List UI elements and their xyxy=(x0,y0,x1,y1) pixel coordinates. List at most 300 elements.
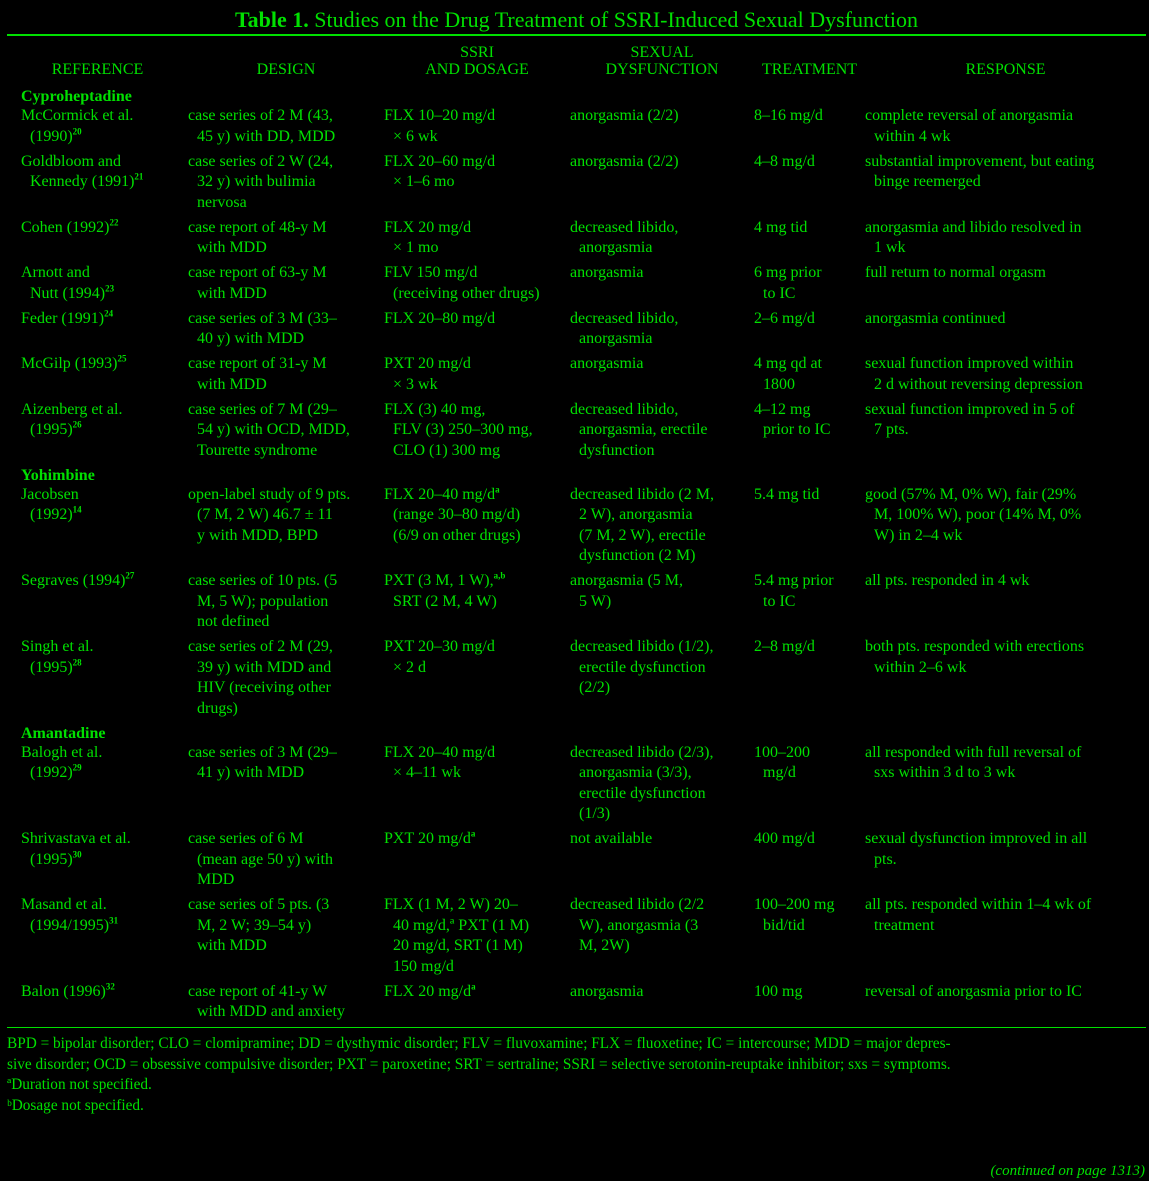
cell-ssri-dosage xyxy=(384,895,570,982)
ssri-text: 150 mg/d xyxy=(393,957,454,975)
response-line: 7 pts. xyxy=(874,421,909,438)
ssri-text: 40 mg/d,ª PXT (1 M) xyxy=(393,916,530,934)
reference-text: Balon (1996) xyxy=(21,982,106,1000)
treatment-line: 4–12 mg xyxy=(754,400,811,418)
cell-treatment xyxy=(754,263,865,309)
reference-text: Jacobsen xyxy=(21,485,79,503)
cell-sexual-dysfunction xyxy=(570,400,754,466)
design-line: with MDD xyxy=(197,375,267,393)
reference-text: Cohen (1992) xyxy=(21,218,110,236)
design-line: case series of 2 M (43, xyxy=(188,107,333,124)
cell-reference xyxy=(7,106,188,152)
reference-line xyxy=(21,127,188,148)
reference-line xyxy=(21,284,188,305)
cell-ssri-dosage xyxy=(384,354,570,400)
treatment-line: 100 mg xyxy=(754,982,803,1000)
cell-sexual-dysfunction xyxy=(570,637,754,724)
reference-line xyxy=(21,916,188,937)
design-line: 32 y) with bulimia xyxy=(197,173,316,190)
reference-line xyxy=(21,571,188,592)
sexual-dysfunction-line: dysfunction xyxy=(579,441,655,459)
treatment-line: 100–200 xyxy=(754,743,810,761)
design-line: case report of 63-y M xyxy=(188,264,327,281)
treatment-line: bid/tid xyxy=(763,916,805,934)
ssri-line xyxy=(384,526,570,547)
cell-ssri-dosage xyxy=(384,571,570,637)
footnote-marker: a,b xyxy=(493,570,506,581)
cell-ssri-dosage xyxy=(384,400,570,466)
design-line: case report of 48-y M xyxy=(188,218,327,236)
ssri-line xyxy=(384,354,570,375)
response-line: full return to normal orgasm xyxy=(865,264,1046,281)
cell-sexual-dysfunction xyxy=(570,743,754,830)
ssri-text: FLX 10–20 mg/d xyxy=(384,107,496,124)
citation-number: 25 xyxy=(117,353,127,364)
reference-text: Goldbloom and xyxy=(21,152,121,170)
cell-sexual-dysfunction xyxy=(570,829,754,895)
cell-response xyxy=(865,309,1146,355)
citation-number: 27 xyxy=(125,570,135,581)
header-sexual-dysfunction-line2: DYSFUNCTION xyxy=(605,61,719,78)
ssri-text: FLX 20 mg/d xyxy=(384,982,472,1000)
response-line: both pts. responded with erections xyxy=(865,638,1085,655)
table-row xyxy=(7,152,1146,218)
footnote-marker: a xyxy=(471,981,476,992)
cell-sexual-dysfunction xyxy=(570,571,754,637)
group-name: Cyproheptadine xyxy=(21,88,132,105)
ssri-line xyxy=(384,829,570,850)
reference-text: Kennedy (1991) xyxy=(30,173,135,190)
cell-sexual-dysfunction xyxy=(570,218,754,264)
cell-design xyxy=(188,895,384,982)
table-row xyxy=(7,106,1146,152)
cell-response xyxy=(865,485,1146,572)
design-line: not defined xyxy=(197,613,270,630)
design-line: case series of 5 pts. (3 xyxy=(188,896,330,913)
cell-reference xyxy=(7,743,188,830)
citation-number: 21 xyxy=(134,171,144,182)
ssri-line xyxy=(384,152,570,173)
sexual-dysfunction-line: dysfunction (2 M) xyxy=(579,547,696,564)
design-line: case series of 2 W (24, xyxy=(188,152,334,170)
cell-response xyxy=(865,400,1146,466)
sexual-dysfunction-line: decreased libido, xyxy=(570,309,679,327)
cell-ssri-dosage xyxy=(384,743,570,830)
design-line: 41 y) with MDD xyxy=(197,764,305,781)
cell-reference xyxy=(7,218,188,264)
sexual-dysfunction-line: anorgasmia xyxy=(570,355,644,372)
header-ssri-dosage-line2: AND DOSAGE xyxy=(425,61,529,78)
reference-line xyxy=(21,829,188,850)
reference-line xyxy=(21,485,188,506)
ssri-line xyxy=(384,658,570,679)
sexual-dysfunction-line: anorgasmia xyxy=(570,264,644,281)
cell-design xyxy=(188,106,384,152)
reference-text: Singh et al. xyxy=(21,638,94,655)
ssri-text: FLV (3) 250–300 mg, xyxy=(393,421,533,438)
reference-line xyxy=(21,172,188,193)
citation-number: 22 xyxy=(109,217,119,228)
design-line: case series of 3 M (33– xyxy=(188,309,337,327)
response-line: 2 d without reversing depression xyxy=(874,375,1083,393)
cell-ssri-dosage xyxy=(384,263,570,309)
ssri-text: × 4–11 wk xyxy=(393,764,461,781)
design-line: MDD xyxy=(197,871,235,888)
sexual-dysfunction-line: anorgasmia (2/2) xyxy=(570,107,679,124)
cell-reference xyxy=(7,982,188,1028)
ssri-text: PXT 20 mg/d xyxy=(384,830,471,847)
sexual-dysfunction-line: decreased libido (2 M, xyxy=(570,485,714,503)
response-line: good (57% M, 0% W), fair (29% xyxy=(865,485,1077,503)
cell-reference xyxy=(7,895,188,982)
ssri-line xyxy=(384,420,570,441)
group-name: Yohimbine xyxy=(21,466,95,484)
cell-design xyxy=(188,152,384,218)
cell-design xyxy=(188,637,384,724)
ssri-line xyxy=(384,916,570,937)
treatment-line: 100–200 mg xyxy=(754,896,835,913)
ssri-line xyxy=(384,571,570,592)
design-line: 39 y) with MDD and xyxy=(197,658,332,676)
ssri-text: × 1–6 mo xyxy=(393,173,455,190)
design-line: HIV (receiving other xyxy=(197,679,331,696)
reference-text: (1994/1995) xyxy=(30,916,110,934)
reference-line xyxy=(21,420,188,441)
cell-response xyxy=(865,829,1146,895)
ssri-line xyxy=(384,592,570,613)
sexual-dysfunction-line: erectile dysfunction xyxy=(579,784,706,802)
reference-text: Feder (1991) xyxy=(21,309,105,327)
reference-text: McGilp (1993) xyxy=(21,355,118,372)
reference-line xyxy=(21,658,188,679)
ssri-line xyxy=(384,895,570,916)
reference-text: (1992) xyxy=(30,764,73,781)
cell-response xyxy=(865,895,1146,982)
response-line: M, 100% W), poor (14% M, 0% xyxy=(874,506,1082,523)
reference-text: (1995) xyxy=(30,658,73,676)
response-line: substantial improvement, but eating xyxy=(865,152,1095,170)
sexual-dysfunction-line: erectile dysfunction xyxy=(579,658,706,676)
sexual-dysfunction-line: decreased libido, xyxy=(570,400,679,418)
sexual-dysfunction-line: (7 M, 2 W), erectile xyxy=(579,526,706,544)
response-line: binge reemerged xyxy=(874,173,981,190)
table-row xyxy=(7,637,1146,724)
reference-line xyxy=(21,152,188,173)
ssri-line xyxy=(384,106,570,127)
cell-response xyxy=(865,571,1146,637)
reference-text: (1995) xyxy=(30,421,73,438)
header-sexual-dysfunction-line1: SEXUAL xyxy=(630,44,694,61)
sexual-dysfunction-line: decreased libido (2/3), xyxy=(570,743,714,761)
header-sexual-dysfunction xyxy=(570,36,754,81)
response-line: complete reversal of anorgasmia xyxy=(865,107,1074,124)
design-line: with MDD and anxiety xyxy=(197,1003,345,1020)
reference-text: Arnott and xyxy=(21,264,90,281)
sexual-dysfunction-line: not available xyxy=(570,830,653,847)
ssri-line xyxy=(384,763,570,784)
ssri-line xyxy=(384,309,570,330)
design-line: case series of 2 M (29, xyxy=(188,638,333,655)
table-number: Table 1. xyxy=(234,7,309,32)
design-line: case report of 41-y W xyxy=(188,982,328,1000)
cell-design xyxy=(188,400,384,466)
ssri-line xyxy=(384,505,570,526)
cell-treatment xyxy=(754,218,865,264)
citation-number: 28 xyxy=(72,657,82,668)
cell-reference xyxy=(7,829,188,895)
response-line: pts. xyxy=(874,850,897,868)
sexual-dysfunction-line: 5 W) xyxy=(579,592,612,610)
cell-sexual-dysfunction xyxy=(570,152,754,218)
reference-text: Aizenberg et al. xyxy=(21,400,123,418)
sexual-dysfunction-line: anorgasmia xyxy=(579,239,653,256)
table-title xyxy=(7,0,1146,34)
cell-response xyxy=(865,743,1146,830)
cell-design xyxy=(188,309,384,355)
ssri-line xyxy=(384,263,570,284)
response-line: all pts. responded within 1–4 wk of xyxy=(865,896,1092,913)
design-line: case series of 3 M (29– xyxy=(188,743,337,761)
reference-line xyxy=(21,218,188,239)
reference-line xyxy=(21,263,188,284)
design-line: 40 y) with MDD xyxy=(197,330,305,347)
response-line: within 2–6 wk xyxy=(874,658,967,676)
table-body xyxy=(7,81,1146,1027)
citation-number: 31 xyxy=(109,915,119,926)
table-row xyxy=(7,743,1146,830)
sexual-dysfunction-line: decreased libido, xyxy=(570,218,679,236)
cell-treatment xyxy=(754,829,865,895)
response-line: all responded with full reversal of xyxy=(865,743,1082,761)
cell-sexual-dysfunction xyxy=(570,982,754,1028)
cell-ssri-dosage xyxy=(384,309,570,355)
footnotes xyxy=(7,1028,1146,1116)
cell-ssri-dosage xyxy=(384,637,570,724)
sexual-dysfunction-line: anorgasmia (3/3), xyxy=(579,764,692,781)
cell-design xyxy=(188,743,384,830)
design-line: (mean age 50 y) with xyxy=(197,850,333,868)
citation-number: 24 xyxy=(104,308,114,319)
sexual-dysfunction-line: W), anorgasmia (3 xyxy=(579,916,699,934)
ssri-text: × 2 d xyxy=(393,658,427,676)
ssri-text: FLX 20–80 mg/d xyxy=(384,309,496,327)
ssri-text: (receiving other drugs) xyxy=(393,284,540,302)
design-line: case series of 7 M (29– xyxy=(188,400,337,418)
response-line: within 4 wk xyxy=(874,127,951,145)
treatment-line: 5.4 mg prior xyxy=(754,572,834,589)
sexual-dysfunction-line: (2/2) xyxy=(579,679,611,696)
footnote-marker: a xyxy=(495,484,500,495)
design-line: case series of 10 pts. (5 xyxy=(188,572,338,589)
treatment-line: 5.4 mg tid xyxy=(754,485,820,503)
treatment-line: 4 mg qd at xyxy=(754,355,822,372)
cell-sexual-dysfunction xyxy=(570,895,754,982)
ssri-line xyxy=(384,936,570,957)
header-ssri-dosage xyxy=(384,36,570,81)
ssri-text: × 1 mo xyxy=(393,239,439,256)
footnote-b: ᵇDosage not specified. xyxy=(7,1096,144,1114)
cell-ssri-dosage xyxy=(384,982,570,1028)
cell-reference xyxy=(7,152,188,218)
header-treatment-line2: TREATMENT xyxy=(761,61,858,78)
cell-sexual-dysfunction xyxy=(570,309,754,355)
design-line: nervosa xyxy=(197,193,247,211)
reference-line xyxy=(21,637,188,658)
table-row xyxy=(7,895,1146,982)
ssri-text: CLO (1) 300 mg xyxy=(393,441,501,459)
table-row xyxy=(7,571,1146,637)
design-line: 54 y) with OCD, MDD, xyxy=(197,421,350,438)
cell-treatment xyxy=(754,400,865,466)
ssri-line xyxy=(384,637,570,658)
table-row xyxy=(7,309,1146,355)
response-line: sexual dysfunction improved in all xyxy=(865,830,1088,847)
design-line: y with MDD, BPD xyxy=(197,526,318,544)
table-row xyxy=(7,218,1146,264)
ssri-line xyxy=(384,172,570,193)
design-line: drugs) xyxy=(197,699,238,717)
reference-line xyxy=(21,309,188,330)
footnote-a: ªDuration not specified. xyxy=(7,1076,152,1093)
cell-response xyxy=(865,637,1146,724)
table-header xyxy=(7,36,1146,81)
cell-reference xyxy=(7,309,188,355)
sexual-dysfunction-line: 2 W), anorgasmia xyxy=(579,506,693,523)
sexual-dysfunction-line: anorgasmia (5 M, xyxy=(570,572,684,589)
ssri-text: FLX (3) 40 mg, xyxy=(384,400,486,418)
reference-line xyxy=(21,982,188,1003)
header-response-line2: RESPONSE xyxy=(965,61,1046,78)
cell-treatment xyxy=(754,106,865,152)
ssri-text: PXT 20–30 mg/d xyxy=(384,638,495,655)
reference-line xyxy=(21,106,188,127)
ssri-text: SRT (2 M, 4 W) xyxy=(393,592,497,610)
cell-sexual-dysfunction xyxy=(570,354,754,400)
response-line: anorgasmia continued xyxy=(865,309,1006,327)
treatment-line: prior to IC xyxy=(763,421,831,438)
design-line: M, 5 W); population xyxy=(197,592,329,610)
treatment-line: mg/d xyxy=(763,764,796,781)
response-line: all pts. responded in 4 wk xyxy=(865,572,1030,589)
abbreviations-line-2: sive disorder; OCD = obsessive compulsive disorder; PXT = paroxetine; SRT = sertraline; SSRI = selective serotonin-reuptake inhibitor; sxs = symptoms. xyxy=(7,1055,951,1073)
table-row xyxy=(7,485,1146,572)
cell-response xyxy=(865,218,1146,264)
design-line: M, 2 W; 39–54 y) xyxy=(197,916,312,934)
cell-treatment xyxy=(754,743,865,830)
reference-line xyxy=(21,505,188,526)
citation-number: 23 xyxy=(105,283,115,294)
sexual-dysfunction-line: M, 2W) xyxy=(579,937,630,954)
reference-line xyxy=(21,400,188,421)
reference-text: Nutt (1994) xyxy=(30,284,106,302)
continued-note: (continued on page 1313) xyxy=(990,1163,1145,1179)
reference-line xyxy=(21,895,188,916)
ssri-text: (range 30–80 mg/d) xyxy=(393,506,521,523)
treatment-line: 4 mg tid xyxy=(754,218,808,236)
cell-reference xyxy=(7,263,188,309)
ssri-line xyxy=(384,982,570,1003)
table-page xyxy=(7,0,1146,1116)
ssri-text: FLV 150 mg/d xyxy=(384,264,478,281)
treatment-line: 4–8 mg/d xyxy=(754,152,815,170)
ssri-line xyxy=(384,284,570,305)
cell-design xyxy=(188,354,384,400)
ssri-text: FLX 20 mg/d xyxy=(384,218,472,236)
treatment-line: 1800 xyxy=(763,375,795,393)
ssri-text: (6/9 on other drugs) xyxy=(393,526,521,544)
reference-line xyxy=(21,743,188,764)
ssri-text: 20 mg/d, SRT (1 M) xyxy=(393,937,523,954)
cell-reference xyxy=(7,571,188,637)
footnote-marker: a xyxy=(470,828,476,839)
cell-response xyxy=(865,354,1146,400)
sexual-dysfunction-line: decreased libido (1/2), xyxy=(570,638,714,655)
reference-text: McCormick et al. xyxy=(21,107,134,124)
ssri-text: FLX 20–60 mg/d xyxy=(384,152,496,170)
header-design-line2: DESIGN xyxy=(256,61,316,78)
cell-response xyxy=(865,982,1146,1028)
reference-text: Masand et al. xyxy=(21,896,107,913)
design-line: Tourette syndrome xyxy=(197,441,318,459)
cell-response xyxy=(865,263,1146,309)
treatment-line: 2–6 mg/d xyxy=(754,309,815,327)
treatment-line: to IC xyxy=(763,284,796,302)
table-title-text: Studies on the Drug Treatment of SSRI-Induced Sexual Dysfunction xyxy=(314,7,918,32)
treatment-line: 8–16 mg/d xyxy=(754,107,823,124)
citation-number: 20 xyxy=(72,126,82,137)
header-ssri-dosage-line1: SSRI xyxy=(460,44,494,61)
response-line: 1 wk xyxy=(874,239,906,256)
cell-reference xyxy=(7,485,188,572)
sexual-dysfunction-line: anorgasmia, erectile xyxy=(579,421,708,438)
design-line: (7 M, 2 W) 46.7 ± 11 xyxy=(197,506,333,523)
response-line: sxs within 3 d to 3 wk xyxy=(874,764,1016,781)
header-response xyxy=(865,36,1146,81)
response-line: sexual function improved within xyxy=(865,355,1074,372)
cell-design xyxy=(188,571,384,637)
sexual-dysfunction-line: decreased libido (2/2 xyxy=(570,896,705,913)
reference-line xyxy=(21,763,188,784)
cell-treatment xyxy=(754,309,865,355)
treatment-line: 6 mg prior xyxy=(754,264,822,281)
cell-treatment xyxy=(754,895,865,982)
cell-sexual-dysfunction xyxy=(570,485,754,572)
ssri-line xyxy=(384,743,570,764)
response-line: W) in 2–4 wk xyxy=(874,526,963,544)
design-line: case report of 31-y M xyxy=(188,355,327,372)
group-row xyxy=(7,724,1146,743)
reference-text: Balogh et al. xyxy=(21,743,103,761)
abbreviations-line-1: BPD = bipolar disorder; CLO = clomipramine; DD = dysthymic disorder; FLV = fluvoxamine; FLX = fluoxetine; IC = intercourse; MDD = major depres- xyxy=(7,1035,951,1052)
cell-ssri-dosage xyxy=(384,485,570,572)
header-row xyxy=(7,36,1146,81)
group-row xyxy=(7,81,1146,106)
ssri-line xyxy=(384,238,570,259)
cell-design xyxy=(188,218,384,264)
design-line: open-label study of 9 pts. xyxy=(188,485,351,503)
ssri-text: PXT 20 mg/d xyxy=(384,355,471,372)
cell-response xyxy=(865,106,1146,152)
group-name: Amantadine xyxy=(21,724,106,742)
ssri-line xyxy=(384,375,570,396)
cell-treatment xyxy=(754,152,865,218)
ssri-line xyxy=(384,485,570,506)
ssri-text: × 3 wk xyxy=(393,375,438,393)
reference-line xyxy=(21,354,188,375)
cell-treatment xyxy=(754,571,865,637)
cell-sexual-dysfunction xyxy=(570,106,754,152)
cell-treatment xyxy=(754,354,865,400)
